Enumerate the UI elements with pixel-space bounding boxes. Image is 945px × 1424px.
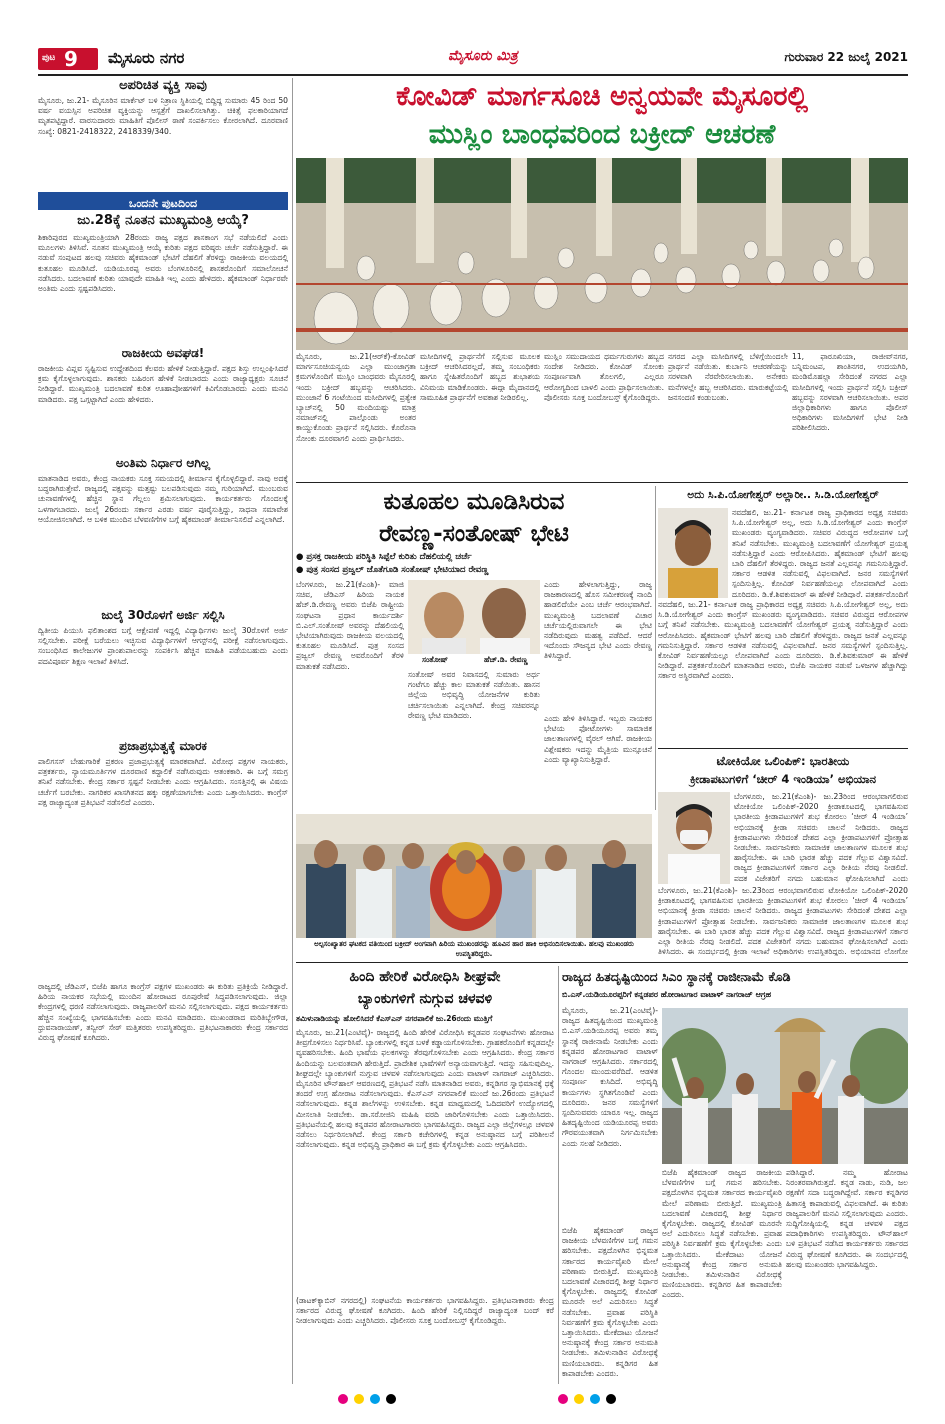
- lead-bottom-rule: [296, 482, 908, 483]
- registration-mark-black: [386, 1394, 396, 1404]
- footer-bar: [38, 1392, 908, 1406]
- hindi-subhead: ತಮಿಳುನಾಡಿಯನ್ನು ಹೋಲಿಸಿದರೆ ಕೆಎಸ್‌ಎನ್ ನಗರಪಾಲಿಕೆ ಜು.26ರಂದು ಮುತ್ತಿಗೆ: [296, 1014, 493, 1023]
- registration-mark-magenta-2: [558, 1394, 568, 1404]
- yogeshwar-portrait: [658, 508, 728, 598]
- story-body-new-cm: ಶಿಕಾರಿಪುರದ ಮುಖ್ಯಮಂತ್ರಿಯಾಗಿ 28ರಂದು ರಾಜ್ಯ ಪಕ್ಷದ ಶಾಸಕಾಂಗ ಸಭೆ ನಡೆಯಲಿದೆ ಎಂದು ಮೂಲಗಳು ತಿಳಿಸಿವೆ. ನೂತನ ಮುಖ್ಯಮಂತ್ರಿ ಆಯ್ಕೆ ಕುರಿತು ಪಕ್ಷದ ವರಿಷ್ಠರು ಚರ್ಚೆ ನಡೆಸುತ್ತಿದ್ದಾರೆ. ಈ ನಡುವೆ ಸಂಪುಟದ ಹಲವು ಸಚಿವರು ಹೈಕಮಾಂಡ್ ಭೇಟಿಗೆ ದೆಹಲಿಗೆ ತೆರಳಿದ್ದು ರಾಜಕೀಯ ವಲಯದಲ್ಲಿ ಕುತೂಹಲ ಮೂಡಿಸಿದೆ. ಯಡಿಯೂರಪ್ಪ ಅವರು ಬೆಂಗಳೂರಿನಲ್ಲಿ ಶಾಸಕರೊಂದಿಗೆ ಸಮಾಲೋಚನೆ ನಡೆಸಿದರು. ಬದಲಾವಣೆ ಕುರಿತು ಯಾವುದೇ ಮಾಹಿತಿ ಇಲ್ಲ ಎಂದು ಹೇಳಿದರು. ಹೈಕಮಾಂಡ್ ನಿರ್ಧಾರವೇ ಅಂತಿಮ ಎಂದು ಸ್ಪಷ್ಟಪಡಿಸಿದರು.: [38, 233, 288, 294]
- protest-photo: [662, 1008, 908, 1164]
- masthead: [38, 44, 908, 74]
- hindi-body: ಮೈಸೂರು, ಜು.21(ಎಂಟಿವೈ)- ರಾಜ್ಯದಲ್ಲಿ ಹಿಂದಿ ಹೇರಿಕೆ ವಿರೋಧಿಸಿ ಕನ್ನಡಪರ ಸಂಘಟನೆಗಳು ಹೋರಾಟ ತೀವ್ರಗೊಳಿಸಲು ನಿರ್ಧರಿಸಿವೆ. ಬ್ಯಾಂಕುಗಳಲ್ಲಿ ಕನ್ನಡ ಬಳಕೆ ಕಡ್ಡಾಯಗೊಳಿಸಬೇಕು. ಗ್ರಾಹಕರೊಂದಿಗೆ ಕನ್ನಡದಲ್ಲೇ ವ್ಯವಹರಿಸಬೇಕು. ಹಿಂದಿ ಭಾಷೆಯ ಫಲಕಗಳನ್ನು ತೆರವುಗೊಳಿಸಬೇಕು ಎಂದು ಆಗ್ರಹಿಸಿದರು. ಕೇಂದ್ರ ಸರ್ಕಾರ ಹಿಂದಿಯನ್ನು ಬಲವಂತವಾಗಿ ಹೇರುತ್ತಿದೆ. ಪ್ರಾದೇಶಿಕ ಭಾಷೆಗಳಿಗೆ ಅನ್ಯಾಯವಾಗುತ್ತಿದೆ. ಇದನ್ನು ಸಹಿಸುವುದಿಲ್ಲ. ಶೀಘ್ರದಲ್ಲೇ ಬ್ಯಾಂಕುಗಳಿಗೆ ನುಗ್ಗುವ ಚಳವಳಿ ನಡೆಸಲಾಗುವುದು ಎಂದು ವಾಟಾಳ್ ನಾಗರಾಜ್ ಎಚ್ಚರಿಸಿದರು. ಮೈಸೂರಿನ ಟೌನ್‌ಹಾಲ್ ಆವರಣದಲ್ಲಿ ಪ್ರತಿಭಟನೆ ನಡೆಸಿ ಮಾತನಾಡಿದ ಅವರು, ಕನ್ನಡಿಗರ ಸ್ವಾಭಿಮಾನಕ್ಕೆ ಧಕ್ಕೆ ತಂದರೆ ಉಗ್ರ ಹೋರಾಟ ನಡೆಸಲಾಗುವುದು. ಕೆಎಸ್‌ಎನ್ ನಗರಪಾಲಿಕೆ ಮುಂದೆ ಜು.26ರಂದು ಪ್ರತಿಭಟನೆ ನಡೆಸಲಾಗುವುದು. ಕನ್ನಡ ಶಾಲೆಗಳನ್ನು ಉಳಿಸಬೇಕು. ಕನ್ನಡ ಮಾಧ್ಯಮದಲ್ಲಿ ಓದಿದವರಿಗೆ ಉದ್ಯೋಗದಲ್ಲಿ ಮೀಸಲಾತಿ ನೀಡಬೇಕು. ಡಾ.ಸರೋಜಿನಿ ಮಹಿಷಿ ವರದಿ ಜಾರಿಗೊಳಿಸಬೇಕು ಎಂದು ಒತ್ತಾಯಿಸಿದರು. ಪ್ರತಿಭಟನೆಯಲ್ಲಿ ಹಲವು ಕನ್ನಡಪರ ಹೋರಾಟಗಾರರು ಭಾಗವಹಿಸಿದ್ದರು. ರಾಜ್ಯದ ಎಲ್ಲಾ ಜಿಲ್ಲೆಗಳಲ್ಲೂ ಚಳವಳಿ ನಡೆಸಲು ನಿರ್ಧರಿಸಲಾಗಿದೆ. ಕೇಂದ್ರ ಸರ್ಕಾರಿ ಕಚೇರಿಗಳಲ್ಲಿ ಕನ್ನಡ ಅನುಷ್ಠಾನದ ಬಗ್ಗೆ ಪರಿಶೀಲನೆ ನಡೆಸಲಾಗುವುದು. ಕನ್ನಡ ಅಭಿವೃದ್ಧಿ ಪ್ರಾಧಿಕಾರ ಈ ಬಗ್ಗೆ ಕ್ರಮ ಕೈಗೊಳ್ಳಬೇಕು ಎಂದು ಆಗ್ರಹಿಸಿದರು.: [296, 1028, 554, 1150]
- yogeshwar-title-bar: [658, 486, 908, 504]
- registration-mark-black-2: [606, 1394, 616, 1404]
- resign-body-top: ಮೈಸೂರು, ಜು.21(ಎಂಟಿವೈ)- ರಾಜ್ಯದ ಹಿತದೃಷ್ಟಿಯಿಂದ ಮುಖ್ಯಮಂತ್ರಿ ಬಿ.ಎಸ್.ಯಡಿಯೂರಪ್ಪ ಅವರು ತಮ್ಮ ಸ್ಥಾನಕ್ಕೆ ರಾಜೀನಾಮೆ ನೀಡಬೇಕು ಎಂದು ಕನ್ನಡಪರ ಹೋರಾಟಗಾರ ವಾಟಾಳ್ ನಾಗರಾಜ್ ಆಗ್ರಹಿಸಿದರು. ಸರ್ಕಾರದಲ್ಲಿ ಗೊಂದಲ ಮುಂದುವರೆದಿದೆ. ಆಡಳಿತ ಸಂಪೂರ್ಣ ಕುಸಿದಿದೆ. ಅಭಿವೃದ್ಧಿ ಕಾರ್ಯಗಳು ಸ್ಥಗಿತಗೊಂಡಿವೆ ಎಂದು ದೂರಿದರು. ಜನರ ಸಮಸ್ಯೆಗಳಿಗೆ ಸ್ಪಂದಿಸುವವರು ಯಾರೂ ಇಲ್ಲ. ರಾಜ್ಯದ ಹಿತದೃಷ್ಟಿಯಿಂದ ಯಡಿಯೂರಪ್ಪ ಅವರು ಗೌರವಯುತವಾಗಿ ನಿರ್ಗಮಿಸಬೇಕು ಎಂದು ಸಲಹೆ ನೀಡಿದರು.: [562, 1006, 658, 1148]
- revanna-headline-line1: ಕುತೂಹಲ ಮೂಡಿಸಿರುವ: [383, 489, 565, 515]
- resign-title: ರಾಜ್ಯದ ಹಿತದೃಷ್ಟಿಯಿಂದ ಸಿಎಂ ಸ್ಥಾನಕ್ಕೆ ರಾಜೀನಾಮೆ ಕೊಡಿ: [562, 969, 791, 984]
- registration-mark-yellow: [354, 1394, 364, 1404]
- subhead-democracy: ಪ್ರಜಾಪ್ರಭುತ್ವಕ್ಕೆ ಮಾರಕ: [119, 739, 207, 753]
- protest-illustration: [662, 1008, 908, 1164]
- story-title-unknown-death: ಅಪರಿಚಿತ ವ್ಯಕ್ತಿ ಸಾವು: [119, 78, 207, 93]
- olympics-title-line2: ಕ್ರೀಡಾಪಟುಗಳಿಗೆ ‘ಚೀರ್ 4 ಇಂಡಿಯಾ’ ಅಭಿಯಾನ: [689, 772, 877, 786]
- olympics-title: [658, 752, 908, 788]
- left-column: [38, 78, 288, 1384]
- story-title-new-cm: ಜು.28ಕ್ಕೆ ನೂತನ ಮುಖ್ಯಮಂತ್ರಿ ಆಯ್ಕೆ?: [77, 213, 249, 228]
- body-political: ರಾಜಕೀಯ ವಿಪ್ಲವ ಸೃಷ್ಟಿಸುವ ಉದ್ದೇಶದಿಂದ ಕೆಲವರು ಹೇಳಿಕೆ ನೀಡುತ್ತಿದ್ದಾರೆ. ಪಕ್ಷದ ಶಿಸ್ತು ಉಲ್ಲಂಘಿಸಿದರೆ ಕ್ರಮ ಕೈಗೊಳ್ಳಲಾಗುವುದು. ಶಾಸಕರು ಬಹಿರಂಗ ಹೇಳಿಕೆ ನೀಡಬಾರದು ಎಂದು ರಾಜ್ಯಾಧ್ಯಕ್ಷರು ಸೂಚನೆ ನೀಡಿದ್ದಾರೆ. ಮುಖ್ಯಮಂತ್ರಿ ಬದಲಾವಣೆ ಕುರಿತ ಊಹಾಪೋಹಗಳಿಗೆ ಕಿವಿಗೊಡಬಾರದು ಎಂದು ಮನವಿ ಮಾಡಿದರು. ಪಕ್ಷ ಒಗ್ಗಟ್ಟಾಗಿದೆ ಎಂದು ಹೇಳಿದರು.: [38, 364, 288, 404]
- olympics-title-line1: ಟೋಕಿಯೋ ಒಲಿಂಪಿಕ್: ಭಾರತೀಯ: [716, 754, 850, 768]
- mosque-prayer-illustration: [296, 158, 908, 350]
- resign-body-lower: ಬಿಜೆಪಿ ಹೈಕಮಾಂಡ್ ರಾಜ್ಯದ ರಾಜಕೀಯ ಬೆಳವಣಿಗೆಗಳ ಬಗ್ಗೆ ಗಮನ ಹರಿಸಬೇಕು. ಪಕ್ಷದೊಳಗಿನ ಭಿನ್ನಮತ ಸರ್ಕಾರದ ಕಾರ್ಯವೈಖರಿ ಮೇಲೆ ಪರಿಣಾಮ ಬೀರುತ್ತಿದೆ. ಮುಖ್ಯಮಂತ್ರಿ ಬದಲಾವಣೆ ವಿಚಾರದಲ್ಲಿ ಶೀಘ್ರ ನಿರ್ಧಾರ ಕೈಗೊಳ್ಳಬೇಕು. ರಾಜ್ಯದಲ್ಲಿ ಕೋವಿಡ್ ಮೂರನೇ ಅಲೆ ಎದುರಿಸಲು ಸಿದ್ಧತೆ ನಡೆಸಬೇಕು. ಪ್ರವಾಹ ಪರಿಸ್ಥಿತಿ ನಿರ್ವಹಣೆಗೆ ಕ್ರಮ ಕೈಗೊಳ್ಳಬೇಕು ಎಂದು ಒತ್ತಾಯಿಸಿದರು. ಮೇಕೆದಾಟು ಯೋಜನೆ ಅನುಷ್ಠಾನಕ್ಕೆ ಕೇಂದ್ರ ಸರ್ಕಾರ ಅನುಮತಿ ನೀಡಬೇಕು. ತಮಿಳುನಾಡಿನ ವಿರೋಧಕ್ಕೆ ಮಣಿಯಬಾರದು. ಕನ್ನಡಿಗರ ಹಿತ ಕಾಪಾಡಬೇಕು ಎಂದರು.: [562, 1226, 658, 1378]
- lead-body-col4: ನಗರದ ಎಲ್ಲಾ ಮಸೀದಿಗಳಲ್ಲಿ ಬೆಳಿಗ್ಗೆಯಿಂದಲೇ ಪ್ರಾರ್ಥನೆ ನಡೆಯಿತು. ಕುರ್ಬಾನಿ ಆಚರಣೆಯನ್ನು ಸರಳವಾಗಿ ನೆರವೇರಿಸಲಾಯಿತು. ಅನೇಕರು ಮನೆಗಳಲ್ಲೇ ಹಬ್ಬ ಆಚರಿಸಿದರು. ಮಾರುಕಟ್ಟೆಯಲ್ಲಿ ಜನಸಂದಣಿ ಕಂಡುಬಂತು.: [668, 352, 788, 402]
- brand-logo: ಮೈಸೂರು ಮಿತ್ರ: [448, 48, 518, 64]
- yogeshwar-body: ನವದೆಹಲಿ, ಜು.21- ಕರ್ನಾಟಕ ರಾಜ್ಯ ಪ್ರಾಧಿಕಾರದ ಅಧ್ಯಕ್ಷ ಸಚಿವರು ಸಿ.ಪಿ.ಯೋಗೇಶ್ವರ್ ಅಲ್ಲ, ಅದು ಸಿ.ಡಿ.ಯೋಗೇಶ್ವರ್ ಎಂದು ಕಾಂಗ್ರೆಸ್ ಮುಖಂಡರು ವ್ಯಂಗ್ಯವಾಡಿದರು. ಸಚಿವರ ವಿರುದ್ಧದ ಆರೋಪಗಳ ಬಗ್ಗೆ ತನಿಖೆ ನಡೆಸಬೇಕು. ಮುಖ್ಯಮಂತ್ರಿ ಬದಲಾವಣೆಗೆ ಯೋಗೇಶ್ವರ್ ಪ್ರಯತ್ನ ನಡೆಸುತ್ತಿದ್ದಾರೆ ಎಂದು ಆರೋಪಿಸಿದರು. ಹೈಕಮಾಂಡ್ ಭೇಟಿಗೆ ಹಲವು ಬಾರಿ ದೆಹಲಿಗೆ ತೆರಳಿದ್ದರು. ರಾಜ್ಯದ ಜನತೆ ಎಲ್ಲವನ್ನೂ ಗಮನಿಸುತ್ತಿದ್ದಾರೆ. ಸರ್ಕಾರ ಆಡಳಿತ ನಡೆಸುವಲ್ಲಿ ವಿಫಲವಾಗಿದೆ. ಜನರ ಸಮಸ್ಯೆಗಳಿಗೆ ಸ್ಪಂದಿಸುತ್ತಿಲ್ಲ. ಕೋವಿಡ್ ನಿರ್ವಹಣೆಯಲ್ಲೂ ಲೋಪವಾಗಿದೆ ಎಂದು ದೂರಿದರು. ಡಿ.ಕೆ.ಶಿವಕುಮಾರ್ ಈ ಹೇಳಿಕೆ ನೀಡಿದ್ದಾರೆ. ಪತ್ರಕರ್ತರೊಂದಿಗೆ: [732, 508, 908, 598]
- subhead-political: ರಾಜಕೀಯ ಅವಘಡ!: [121, 346, 205, 360]
- revanna-headline-line2: ರೇವಣ್ಣ-ಸಂತೋಷ್ ಭೇಟಿ: [379, 521, 569, 547]
- garland-event-caption: ಅಲ್ಪಸಂಖ್ಯಾತರ ಘಟಕದ ವತಿಯಿಂದ ಬಕ್ರೀದ್ ಅಂಗವಾಗಿ ಹಿರಿಯ ಮುಖಂಡರನ್ನು ಹೂವಿನ ಹಾರ ಹಾಕಿ ಅಭಿನಂದಿಸಲಾಯಿತು. ಹಲವು ಮುಖಂಡರು ಉಪಸ್ಥಿತರಿದ್ದರು.: [314, 940, 634, 958]
- lead-body-col2: ಮಸೀದಿಗಳಲ್ಲಿ ಪ್ರಾರ್ಥನೆಗೆ ಸಲ್ಲಿಸುವ ಮೂಲಕ ಬಕ್ರೀದ್ ಆಚರಿಸಿದರಲ್ಲದೆ, ತಮ್ಮ ಸಂಬಂಧಿಕರು ಹಾಗೂ ಸ್ನೇಹಿತರೊಂದಿಗೆ ಹಬ್ಬದ ಶುಭಾಶಯ ವಿನಿಮಯ ಮಾಡಿಕೊಂಡರು. ಈದ್ಗಾ ಮೈದಾನದಲ್ಲಿ ಸಾಮೂಹಿಕ ಪ್ರಾರ್ಥನೆಗೆ ಅವಕಾಶ ನೀಡಿರಲಿಲ್ಲ.: [420, 352, 540, 402]
- revanna-body-col3b: ಎಂದು ಹೇಳಿ ತಿಳಿಸಿದ್ದಾರೆ. ಇಬ್ಬರು ನಾಯಕರ ಭೇಟಿಯ ಫೋಟೋಗಳು ಸಾಮಾಜಿಕ ಜಾಲತಾಣಗಳಲ್ಲಿ ವೈರಲ್ ಆಗಿವೆ. ರಾಜಕೀಯ ವಿಶ್ಲೇಷಕರು ಇದನ್ನು ಮೈತ್ರಿಯ ಮುನ್ಸೂಚನೆ ಎಂದು ವ್ಯಾಖ್ಯಾನಿಸುತ್ತಿದ್ದಾರೆ.: [544, 714, 652, 764]
- revanna-bullet2: ● ಪುತ್ರ ಸಂಸದ ಪ್ರಜ್ವಲ್ ಜೊತೆಗೂಡಿ ಸಂತೋಷ್ ಭೇಟಿಯಾದ ರೇವಣ್ಣ: [296, 565, 489, 575]
- page-number: 9: [64, 47, 78, 71]
- body-democracy: ಪಾಲಿಗಸಸ್ ಬೇಹುಗಾರಿಕೆ ಪ್ರಕರಣ ಪ್ರಜಾಪ್ರಭುತ್ವಕ್ಕೆ ಮಾರಕವಾಗಿದೆ. ವಿರೋಧ ಪಕ್ಷಗಳ ನಾಯಕರು, ಪತ್ರಕರ್ತರು, ನ್ಯಾಯಮೂರ್ತಿಗಳ ದೂರವಾಣಿ ಕದ್ದಾಲಿಕೆ ನಡೆಸಿರುವುದು ಆತಂಕಕಾರಿ. ಈ ಬಗ್ಗೆ ಸಮಗ್ರ ತನಿಖೆ ನಡೆಸಬೇಕು. ಕೇಂದ್ರ ಸರ್ಕಾರ ಸ್ಪಷ್ಟನೆ ನೀಡಬೇಕು ಎಂದು ಆಗ್ರಹಿಸಿದರು. ಸಂಸತ್ತಿನಲ್ಲಿ ಈ ವಿಷಯ ಚರ್ಚೆಗೆ ಬರಬೇಕು. ನಾಗರಿಕರ ಖಾಸಗಿತನದ ಹಕ್ಕು ರಕ್ಷಣೆಯಾಗಬೇಕು ಎಂದು ಒತ್ತಾಯಿಸಿದರು. ಕಾಂಗ್ರೆಸ್ ಪಕ್ಷ ರಾಜ್ಯಾದ್ಯಂತ ಪ್ರತಿಭಟನೆ ನಡೆಸಲಿದೆ ಎಂದರು.: [38, 757, 288, 807]
- lead-headline: [296, 78, 908, 156]
- olympics-body-cont: ಬೆಂಗಳೂರು, ಜು.21(ಕೆಎಂಶಿ)- ಜು.23ರಿಂದ ಆರಂಭವಾಗಲಿರುವ ಟೋಕಿಯೋ ಒಲಿಂಪಿಕ್-2020 ಕ್ರೀಡಾಕೂಟದಲ್ಲಿ ಭಾಗವಹಿಸುವ ಭಾರತೀಯ ಕ್ರೀಡಾಪಟುಗಳಿಗೆ ಶುಭ ಕೋರಲು ‘ಚೀರ್ 4 ಇಂಡಿಯಾ’ ಅಭಿಯಾನಕ್ಕೆ ಕ್ರೀಡಾ ಸಚಿವರು ಚಾಲನೆ ನೀಡಿದರು. ರಾಜ್ಯದ ಕ್ರೀಡಾಪಟುಗಳು ಸೇರಿದಂತೆ ದೇಶದ ಎಲ್ಲಾ ಕ್ರೀಡಾಪಟುಗಳಿಗೆ ಪ್ರೋತ್ಸಾಹ ನೀಡಬೇಕು. ಸಾರ್ವಜನಿಕರು ಸಾಮಾಜಿಕ ಜಾಲತಾಣಗಳ ಮೂಲಕ ಶುಭ ಹಾರೈಸಬೇಕು. ಈ ಬಾರಿ ಭಾರತ ಹೆಚ್ಚು ಪದಕ ಗೆಲ್ಲುವ ವಿಶ್ವಾಸವಿದೆ. ರಾಜ್ಯದ ಕ್ರೀಡಾಪಟುಗಳಿಗೆ ಸರ್ಕಾರ ಎಲ್ಲಾ ರೀತಿಯ ನೆರವು ನೀಡಲಿದೆ. ಪದಕ ವಿಜೇತರಿಗೆ ನಗದು ಬಹುಮಾನ ಘೋಷಿಸಲಾಗಿದೆ ಎಂದು ತಿಳಿಸಿದರು. ಈ ಸಂದರ್ಭದಲ್ಲಿ ಕ್ರೀಡಾ ಇಲಾಖೆ ಅಧಿಕಾರಿಗಳು ಉಪಸ್ಥಿತರಿದ್ದರು. ಅಭಿಯಾನದ ಲೋಗೋ: [658, 886, 908, 956]
- revanna-bullet2-text: ಪುತ್ರ ಸಂಸದ ಪ್ರಜ್ವಲ್ ಜೊತೆಗೂಡಿ ಸಂತೋಷ್ ಭೇಟಿಯಾದ ರೇವಣ್ಣ: [306, 565, 489, 575]
- mosque-prayer-photo: [296, 158, 908, 350]
- masthead-rule: [38, 74, 908, 76]
- subhead-final-decision: ಅಂತಿಮ ನಿರ್ಧಾರ ಆಗಿಲ್ಲ: [115, 456, 211, 470]
- hindi-title-line2: ಬ್ಯಾಂಕುಗಳಿಗೆ ನುಗ್ಗುವ ಚಳವಳಿ: [357, 991, 493, 1007]
- issue-date: ಗುರುವಾರ 22 ಜುಲೈ 2021: [784, 50, 908, 64]
- yogeshwar-body-cont: ನವದೆಹಲಿ, ಜು.21- ಕರ್ನಾಟಕ ರಾಜ್ಯ ಪ್ರಾಧಿಕಾರದ ಅಧ್ಯಕ್ಷ ಸಚಿವರು ಸಿ.ಪಿ.ಯೋಗೇಶ್ವರ್ ಅಲ್ಲ, ಅದು ಸಿ.ಡಿ.ಯೋಗೇಶ್ವರ್ ಎಂದು ಕಾಂಗ್ರೆಸ್ ಮುಖಂಡರು ವ್ಯಂಗ್ಯವಾಡಿದರು. ಸಚಿವರ ವಿರುದ್ಧದ ಆರೋಪಗಳ ಬಗ್ಗೆ ತನಿಖೆ ನಡೆಸಬೇಕು. ಮುಖ್ಯಮಂತ್ರಿ ಬದಲಾವಣೆಗೆ ಯೋಗೇಶ್ವರ್ ಪ್ರಯತ್ನ ನಡೆಸುತ್ತಿದ್ದಾರೆ ಎಂದು ಆರೋಪಿಸಿದರು. ಹೈಕಮಾಂಡ್ ಭೇಟಿಗೆ ಹಲವು ಬಾರಿ ದೆಹಲಿಗೆ ತೆರಳಿದ್ದರು. ರಾಜ್ಯದ ಜನತೆ ಎಲ್ಲವನ್ನೂ ಗಮನಿಸುತ್ತಿದ್ದಾರೆ. ಸರ್ಕಾರ ಆಡಳಿತ ನಡೆಸುವಲ್ಲಿ ವಿಫಲವಾಗಿದೆ. ಜನರ ಸಮಸ್ಯೆಗಳಿಗೆ ಸ್ಪಂದಿಸುತ್ತಿಲ್ಲ. ಕೋವಿಡ್ ನಿರ್ವಹಣೆಯಲ್ಲೂ ಲೋಪವಾಗಿದೆ ಎಂದು ದೂರಿದರು. ಡಿ.ಕೆ.ಶಿವಕುಮಾರ್ ಈ ಹೇಳಿಕೆ ನೀಡಿದ್ದಾರೆ. ಪತ್ರಕರ್ತರೊಂದಿಗೆ ಮಾತನಾಡಿದ ಅವರು, ಬಿಜೆಪಿ ನಾಯಕರ ನಡುವೆ ಒಳಜಗಳ ಹೆಚ್ಚಾಗಿದ್ದು ಸರ್ಕಾರ ಅಸ್ಥಿರವಾಗಿದೆ ಎಂದರು.: [658, 600, 908, 681]
- body-final-decision: ಮಾತನಾಡಿದ ಅವರು, ಕೇಂದ್ರ ನಾಯಕರು ಸೂಕ್ತ ಸಮಯದಲ್ಲಿ ತೀರ್ಮಾನ ಕೈಗೊಳ್ಳಲಿದ್ದಾರೆ. ನಾವು ಅದಕ್ಕೆ ಬದ್ಧರಾಗಿರುತ್ತೇವೆ. ರಾಜ್ಯದಲ್ಲಿ ಪಕ್ಷವನ್ನು ಮತ್ತಷ್ಟು ಬಲಪಡಿಸುವುದು ನಮ್ಮ ಗುರಿಯಾಗಿದೆ. ಮುಂಬರುವ ಚುನಾವಣೆಗಳಲ್ಲಿ ಹೆಚ್ಚಿನ ಸ್ಥಾನ ಗೆಲ್ಲಲು ಶ್ರಮಿಸಲಾಗುವುದು. ಕಾರ್ಯಕರ್ತರು ಗೊಂದಲಕ್ಕೆ ಒಳಗಾಗಬಾರದು. ಜುಲೈ 26ರಂದು ಸರ್ಕಾರ ಎರಡು ವರ್ಷ ಪೂರೈಸುತ್ತಿದ್ದು, ಸಾಧನಾ ಸಮಾವೇಶ ಆಯೋಜಿಸಲಾಗಿದೆ. ಆ ಬಳಿಕ ಮುಂದಿನ ಬೆಳವಣಿಗೆಗಳ ಬಗ್ಗೆ ಹೈಕಮಾಂಡ್ ತೀರ್ಮಾನಿಸಲಿದೆ ಎನ್ನಲಾಗಿದೆ.: [38, 474, 288, 524]
- body-democracy-cont: ರಾಜ್ಯದಲ್ಲಿ ಜೆಡಿಎಸ್, ಬಿಜೆಪಿ ಹಾಗೂ ಕಾಂಗ್ರೆಸ್ ಪಕ್ಷಗಳ ಮುಖಂಡರು ಈ ಕುರಿತು ಪ್ರತಿಕ್ರಿಯೆ ನೀಡಿದ್ದಾರೆ. ಹಿರಿಯ ನಾಯಕರ ಸಭೆಯಲ್ಲಿ ಮುಂದಿನ ಹೋರಾಟದ ರೂಪುರೇಷೆ ಸಿದ್ಧಪಡಿಸಲಾಗುವುದು. ಜಿಲ್ಲಾ ಕೇಂದ್ರಗಳಲ್ಲಿ ಧರಣಿ ನಡೆಸಲಾಗುವುದು. ರಾಜ್ಯಪಾಲರಿಗೆ ಮನವಿ ಸಲ್ಲಿಸಲಾಗುವುದು. ಪಕ್ಷದ ಕಾರ್ಯಕರ್ತರು ಹೆಚ್ಚಿನ ಸಂಖ್ಯೆಯಲ್ಲಿ ಭಾಗವಹಿಸಬೇಕು ಎಂದು ಮನವಿ ಮಾಡಿದರು. ಮುಖಂಡರಾದ ಮರಿತಿಬ್ಬೇಗೌಡ, ಧ್ರುವನಾರಾಯಣ್, ತನ್ವೀರ್ ಸೇಠ್ ಮತ್ತಿತರರು ಉಪಸ್ಥಿತರಿದ್ದರು. ಪ್ರತಿಭಟನಾಕಾರರು ಕೇಂದ್ರ ಸರ್ಕಾರದ ವಿರುದ್ಧ ಘೋಷಣೆ ಕೂಗಿದರು.: [38, 982, 288, 1043]
- photo-caption-revanna: ಹೆಚ್.ಡಿ. ರೇವಣ್ಣ: [484, 655, 528, 664]
- resign-subhead: ಬಿ.ಎಸ್.ಯಡಿಯೂರಪ್ಪರಿಗೆ ಕನ್ನಡಪರ ಹೋರಾಟಗಾರ ವಾಟಾಳ್ ನಾಗರಾಜ್ ಆಗ್ರಹ: [562, 990, 772, 999]
- revanna-body-col2: ಸಂತೋಷ್ ಅವರ ನಿವಾಸದಲ್ಲಿ ಸುಮಾರು ಅರ್ಧ ಗಂಟೆಗೂ ಹೆಚ್ಚು ಕಾಲ ಮಾತುಕತೆ ನಡೆಯಿತು. ಹಾಸನ ಜಿಲ್ಲೆಯ ಅಭಿವೃದ್ಧಿ ಯೋಜನೆಗಳ ಕುರಿತು ಚರ್ಚಿಸಲಾಯಿತು ಎನ್ನಲಾಗಿದೆ. ಕೇಂದ್ರ ಸಚಿವರನ್ನೂ ರೇವಣ್ಣ ಭೇಟಿ ಮಾಡಿದರು.: [408, 670, 540, 720]
- olympics-body: ಬೆಂಗಳೂರು, ಜು.21(ಕೆಎಂಶಿ)- ಜು.23ರಿಂದ ಆರಂಭವಾಗಲಿರುವ ಟೋಕಿಯೋ ಒಲಿಂಪಿಕ್-2020 ಕ್ರೀಡಾಕೂಟದಲ್ಲಿ ಭಾಗವಹಿಸುವ ಭಾರತೀಯ ಕ್ರೀಡಾಪಟುಗಳಿಗೆ ಶುಭ ಕೋರಲು ‘ಚೀರ್ 4 ಇಂಡಿಯಾ’ ಅಭಿಯಾನಕ್ಕೆ ಕ್ರೀಡಾ ಸಚಿವರು ಚಾಲನೆ ನೀಡಿದರು. ರಾಜ್ಯದ ಕ್ರೀಡಾಪಟುಗಳು ಸೇರಿದಂತೆ ದೇಶದ ಎಲ್ಲಾ ಕ್ರೀಡಾಪಟುಗಳಿಗೆ ಪ್ರೋತ್ಸಾಹ ನೀಡಬೇಕು. ಸಾರ್ವಜನಿಕರು ಸಾಮಾಜಿಕ ಜಾಲತಾಣಗಳ ಮೂಲಕ ಶುಭ ಹಾರೈಸಬೇಕು. ಈ ಬಾರಿ ಭಾರತ ಹೆಚ್ಚು ಪದಕ ಗೆಲ್ಲುವ ವಿಶ್ವಾಸವಿದೆ. ರಾಜ್ಯದ ಕ್ರೀಡಾಪಟುಗಳಿಗೆ ಸರ್ಕಾರ ಎಲ್ಲಾ ರೀತಿಯ ನೆರವು ನೀಡಲಿದೆ. ಪದಕ ವಿಜೇತರಿಗೆ ನಗದು ಬಹುಮಾನ ಘೋಷಿಸಲಾಗಿದೆ ಎಂದು: [734, 792, 908, 883]
- registration-mark-yellow-2: [574, 1394, 584, 1404]
- body-apply-by-30: ದ್ವಿತೀಯ ಪಿಯುಸಿ ಫಲಿತಾಂಶದ ಬಗ್ಗೆ ಆಕ್ಷೇಪಣೆ ಇದ್ದಲ್ಲಿ ವಿದ್ಯಾರ್ಥಿಗಳು ಜುಲೈ 30ರೊಳಗೆ ಅರ್ಜಿ ಸಲ್ಲಿಸಬೇಕು. ಪರೀಕ್ಷೆ ಬರೆಯಲು ಇಚ್ಛಿಸುವ ವಿದ್ಯಾರ್ಥಿಗಳಿಗೆ ಆಗಸ್ಟ್‌ನಲ್ಲಿ ಪರೀಕ್ಷೆ ನಡೆಸಲಾಗುವುದು. ಸಂಬಂಧಿಸಿದ ಕಾಲೇಜುಗಳ ಪ್ರಾಂಶುಪಾಲರನ್ನು ಸಂಪರ್ಕಿಸಿ ಹೆಚ್ಚಿನ ಮಾಹಿತಿ ಪಡೆಯಬಹುದು ಎಂದು ಪದವಿಪೂರ್ವ ಶಿಕ್ಷಣ ಇಲಾಖೆ ತಿಳಿಸಿದೆ.: [38, 626, 288, 666]
- yogeshwar-title: ಅದು ಸಿ.ಪಿ.ಯೋಗೇಶ್ವರ್ ಅಲ್ಲಾರೀ.. ಸಿ.ಡಿ.ಯೋಗೇಶ್ವರ್: [687, 489, 879, 501]
- yogeshwar-bottom-rule: [658, 748, 908, 749]
- hindi-title-line1: ಹಿಂದಿ ಹೇರಿಕೆ ವಿರೋಧಿಸಿ ಶೀಘ್ರವೇ: [349, 969, 501, 985]
- garland-event-illustration: [296, 814, 652, 938]
- registration-mark-cyan: [370, 1394, 380, 1404]
- resign-body-left: ಬಿಜೆಪಿ ಹೈಕಮಾಂಡ್ ರಾಜ್ಯದ ರಾಜಕೀಯ ಬೆಳವಣಿಗೆಗಳ ಬಗ್ಗೆ ಗಮನ ಹರಿಸಬೇಕು. ಪಕ್ಷದೊಳಗಿನ ಭಿನ್ನಮತ ಸರ್ಕಾರದ ಕಾರ್ಯವೈಖರಿ ಮೇಲೆ ಪರಿಣಾಮ ಬೀರುತ್ತಿದೆ. ಮುಖ್ಯಮಂತ್ರಿ ಬದಲಾವಣೆ ವಿಚಾರದಲ್ಲಿ ಶೀಘ್ರ ನಿರ್ಧಾರ ಕೈಗೊಳ್ಳಬೇಕು. ರಾಜ್ಯದಲ್ಲಿ ಕೋವಿಡ್ ಮೂರನೇ ಅಲೆ ಎದುರಿಸಲು ಸಿದ್ಧತೆ ನಡೆಸಬೇಕು. ಪ್ರವಾಹ ಪರಿಸ್ಥಿತಿ ನಿರ್ವಹಣೆಗೆ ಕ್ರಮ ಕೈಗೊಳ್ಳಬೇಕು ಎಂದು ಒತ್ತಾಯಿಸಿದರು. ಮೇಕೆದಾಟು ಯೋಜನೆ ಅನುಷ್ಠಾನಕ್ಕೆ ಕೇಂದ್ರ ಸರ್ಕಾರ ಅನುಮತಿ ನೀಡಬೇಕು. ತಮಿಳುನಾಡಿನ ವಿರೋಧಕ್ಕೆ ಮಣಿಯಬಾರದು. ಕನ್ನಡಿಗರ ಹಿತ ಕಾಪಾಡಬೇಕು ಎಂದರು.: [662, 1168, 782, 1300]
- continued-banner: [38, 192, 288, 210]
- registration-mark-cyan-2: [590, 1394, 600, 1404]
- garland-event-photo: [296, 814, 652, 938]
- revanna-bullet1-text: ಪ್ರಸಕ್ತ ರಾಜಕೀಯ ಪರಿಸ್ಥಿತಿ ಸಿಪ್ಪೆಲೆ ಕುರಿತು ದೆಹಲಿಯಲ್ಲಿ ಚರ್ಚೆ: [306, 552, 472, 562]
- portraits-illustration: [408, 580, 540, 666]
- revanna-body-col1: ಬೆಂಗಳೂರು, ಜು.21(ಕೆಎಂಶಿ)- ಮಾಜಿ ಸಚಿವ, ಜೆಡಿಎಸ್ ಹಿರಿಯ ನಾಯಕ ಹೆಚ್.ಡಿ.ರೇವಣ್ಣ ಅವರು ಬಿಜೆಪಿ ರಾಷ್ಟ್ರೀಯ ಸಂಘಟನಾ ಪ್ರಧಾನ ಕಾರ್ಯದರ್ಶಿ ಬಿ.ಎಲ್.ಸಂತೋಷ್ ಅವರನ್ನು ದೆಹಲಿಯಲ್ಲಿ ಭೇಟಿಯಾಗಿರುವುದು ರಾಜಕೀಯ ವಲಯದಲ್ಲಿ ಕುತೂಹಲ ಮೂಡಿಸಿದೆ. ಪುತ್ರ ಸಂಸದ ಪ್ರಜ್ವಲ್ ರೇವಣ್ಣ ಅವರೊಂದಿಗೆ ತೆರಳಿ ಮಾತುಕತೆ ನಡೆಸಿದರು.: [296, 580, 404, 671]
- registration-mark-magenta: [338, 1394, 348, 1404]
- continued-banner-label: ಒಂದನೇ ಪುಟದಿಂದ: [128, 197, 198, 210]
- section-title: ಮೈಸೂರು ನಗರ: [108, 49, 185, 67]
- left-column-divider: [292, 78, 293, 1384]
- lead-headline-line2: ಮುಸ್ಲಿಂ ಬಾಂಧವರಿಂದ ಬಕ್ರೀದ್ ಆಚರಣೆ: [428, 119, 776, 150]
- portrait-illustration: [658, 508, 728, 598]
- hindi-title: [296, 966, 554, 1012]
- lead-headline-line1: ಕೋವಿಡ್ ಮಾರ್ಗಸೂಚಿ ಅನ್ವಯವೇ ಮೈಸೂರಲ್ಲಿ: [396, 81, 808, 112]
- page-label: ಪುಟ: [42, 53, 56, 63]
- lead-body-col1: ಮೈಸೂರು, ಜು.21(ಆರ್‌ಕೆ)-ಕೋವಿಡ್ ಮಾರ್ಗಸೂಚಿಯನ್ವಯ ಎಲ್ಲಾ ಮುಂಜಾಗ್ರತಾ ಕ್ರಮಗಳೊಂದಿಗೆ ಮುಸ್ಲಿಂ ಬಾಂಧವರು ಮೈಸೂರಲ್ಲಿ ಇಂದು ಬಕ್ರೀದ್ ಹಬ್ಬವನ್ನು ಆಚರಿಸಿದರು. ಮುಂಜಾನೆ 6 ಗಂಟೆಯಿಂದ ಮಸೀದಿಗಳಲ್ಲಿ ಪ್ರತ್ಯೇಕ ಬ್ಯಾಚ್‌ನಲ್ಲಿ 50 ಮಂದಿಯಷ್ಟು ಮಾತ್ರ ನಮಾಜ್‌ನಲ್ಲಿ ಪಾಲ್ಗೊಂಡು ಅಂತರ ಕಾಯ್ದುಕೊಂಡು ಪ್ರಾರ್ಥನೆ ಸಲ್ಲಿಸಿದರು. ಕೊರೊನಾ ಸೋಂಕು ದೂರವಾಗಲಿ ಎಂದು ಪ್ರಾರ್ಥಿಸಿದರು.: [296, 352, 416, 443]
- hindi-divider: [558, 966, 559, 1384]
- hindi-top-rule: [296, 962, 908, 963]
- lead-body-col3: ಮುಸ್ಲಿಂ ಸಮುದಾಯದ ಧರ್ಮಗುರುಗಳು ಹಬ್ಬದ ಸಂದೇಶ ನೀಡಿದರು. ಕೋವಿಡ್ ಸೋಂಕು ಸಂಪೂರ್ಣವಾಗಿ ತೊಲಗಲಿ, ಎಲ್ಲರೂ ಆರೋಗ್ಯದಿಂದ ಬಾಳಲಿ ಎಂದು ಪ್ರಾರ್ಥಿಸಲಾಯಿತು. ಪೊಲೀಸರು ಸೂಕ್ತ ಬಂದೋಬಸ್ತ್ ಕೈಗೊಂಡಿದ್ದರು.: [544, 352, 664, 402]
- olympics-portrait: [658, 792, 730, 884]
- lead-body-col5: 11, ಫಾರೂಖಿಯಾ, ರಾಜೀವ್‌ನಗರ, ಬನ್ನಿಮಂಟಪ, ಶಾಂತಿನಗರ, ಉದಯಗಿರಿ, ಮಂಡಿಮೊಹಲ್ಲಾ ಸೇರಿದಂತೆ ನಗರದ ಎಲ್ಲಾ ಮಸೀದಿಗಳಲ್ಲಿ ಇಂದು ಪ್ರಾರ್ಥನೆ ಸಲ್ಲಿಸಿ ಬಕ್ರೀದ್ ಹಬ್ಬವನ್ನು ಸರಳವಾಗಿ ಆಚರಿಸಲಾಯಿತು. ಅಪರ ಜಿಲ್ಲಾಧಿಕಾರಿಗಳು ಹಾಗೂ ಪೊಲೀಸ್ ಅಧಿಕಾರಿಗಳು ಮಸೀದಿಗಳಿಗೆ ಭೇಟಿ ನೀಡಿ ಪರಿಶೀಲಿಸಿದರು.: [792, 352, 908, 433]
- photo-caption-santosh: ಸಂತೋಷ್: [422, 655, 449, 664]
- portrait-masked-illustration: [658, 792, 730, 884]
- resign-body-mid: ಪಡಿಸಿದ್ದಾರೆ. ನಮ್ಮ ಹೋರಾಟ ನಿರಂತರವಾಗಿರುತ್ತದೆ. ಕನ್ನಡ ನಾಡು, ನುಡಿ, ಜಲ ರಕ್ಷಣೆಗೆ ಸದಾ ಬದ್ಧರಾಗಿದ್ದೇವೆ. ಸರ್ಕಾರ ಕನ್ನಡಿಗರ ಹಿತಾಸಕ್ತಿ ಕಾಪಾಡುವಲ್ಲಿ ವಿಫಲವಾಗಿದೆ. ಈ ಕುರಿತು ರಾಜ್ಯಪಾಲರಿಗೆ ಮನವಿ ಸಲ್ಲಿಸಲಾಗುವುದು ಎಂದರು. ಸುದ್ದಿಗೋಷ್ಠಿಯಲ್ಲಿ ಕನ್ನಡ ಚಳವಳಿ ಪಕ್ಷದ ಪದಾಧಿಕಾರಿಗಳು ಉಪಸ್ಥಿತರಿದ್ದರು. ಟೌನ್‌ಹಾಲ್ ಬಳಿ ಪ್ರತಿಭಟನೆ ನಡೆಸಿದ ಕಾರ್ಯಕರ್ತರು ಸರ್ಕಾರದ ವಿರುದ್ಧ ಘೋಷಣೆ ಕೂಗಿದರು. ಈ ಸಂದರ್ಭದಲ್ಲಿ ಹಲವು ಮುಖಂಡರು ಭಾಗವಹಿಸಿದ್ದರು.: [786, 1168, 908, 1269]
- revanna-divider: [655, 486, 656, 810]
- subhead-apply-by-30: ಜುಲೈ 30ರೊಳಗೆ ಅರ್ಜಿ ಸಲ್ಲಿಸಿ: [101, 608, 225, 622]
- revanna-body-col3: ಎಂದು ಹೇಳಲಾಗುತ್ತಿದ್ದು, ರಾಜ್ಯ ರಾಜಕಾರಣದಲ್ಲಿ ಹೊಸ ಸಮೀಕರಣಕ್ಕೆ ನಾಂದಿ ಹಾಡಲಿದೆಯೇ ಎಂಬ ಚರ್ಚೆ ಆರಂಭವಾಗಿದೆ. ಮುಖ್ಯಮಂತ್ರಿ ಬದಲಾವಣೆ ವಿಚಾರ ಚರ್ಚೆಯಲ್ಲಿರುವಾಗಲೇ ಈ ಭೇಟಿ ನಡೆದಿರುವುದು ಮಹತ್ವ ಪಡೆದಿದೆ. ಆದರೆ ಇದೊಂದು ಸೌಜನ್ಯದ ಭೇಟಿ ಎಂದು ರೇವಣ್ಣ ತಿಳಿಸಿದ್ದಾರೆ.: [544, 580, 652, 661]
- revanna-santosh-photo: [408, 580, 540, 666]
- revanna-bullet1: ● ಪ್ರಸಕ್ತ ರಾಜಕೀಯ ಪರಿಸ್ಥಿತಿ ಸಿಪ್ಪೆಲೆ ಕುರಿತು ದೆಹಲಿಯಲ್ಲಿ ಚರ್ಚೆ: [296, 552, 472, 562]
- hindi-body-cont: (ಡಾಟಕ್‌ಕ್ಯಾಬಿನ್ ನಗರದಲ್ಲಿ) ಸಂಘಟನೆಯ ಕಾರ್ಯಕರ್ತರು ಭಾಗವಹಿಸಿದ್ದರು. ಪ್ರತಿಭಟನಾಕಾರರು ಕೇಂದ್ರ ಸರ್ಕಾರದ ವಿರುದ್ಧ ಘೋಷಣೆ ಕೂಗಿದರು. ಹಿಂದಿ ಹೇರಿಕೆ ನಿಲ್ಲಿಸದಿದ್ದರೆ ರಾಜ್ಯಾದ್ಯಂತ ಬಂದ್ ಕರೆ ನೀಡಲಾಗುವುದು ಎಂದು ಎಚ್ಚರಿಸಿದರು. ಪೊಲೀಸರು ಸೂಕ್ತ ಬಂದೋಬಸ್ತ್ ಕೈಗೊಂಡಿದ್ದರು.: [296, 1296, 554, 1326]
- story-body-unknown-death: ಮೈಸೂರು, ಜು.21- ಮೈಸೂರಿನ ಮಾರ್ಕೆಟ್ ಬಳಿ ನಿತ್ರಾಣ ಸ್ಥಿತಿಯಲ್ಲಿ ಬಿದ್ದಿದ್ದ ಸುಮಾರು 45 ರಿಂದ 50 ವರ್ಷ ವಯಸ್ಸಿನ ಅಪರಿಚಿತ ವ್ಯಕ್ತಿಯನ್ನು ಆಸ್ಪತ್ರೆಗೆ ದಾಖಲಿಸಲಾಗಿತ್ತು. ಚಿಕಿತ್ಸೆ ಫಲಕಾರಿಯಾಗದೆ ಮೃತಪಟ್ಟಿದ್ದಾರೆ. ವಾರಸುದಾರರು ಮಾಹಿತಿಗೆ ಪೊಲೀಸ್ ಠಾಣೆ ಸಂಪರ್ಕಿಸಲು ಕೋರಲಾಗಿದೆ. ದೂರವಾಣಿ ಸಂಖ್ಯೆ: 0821-2418322, 2418339/340.: [38, 96, 288, 136]
